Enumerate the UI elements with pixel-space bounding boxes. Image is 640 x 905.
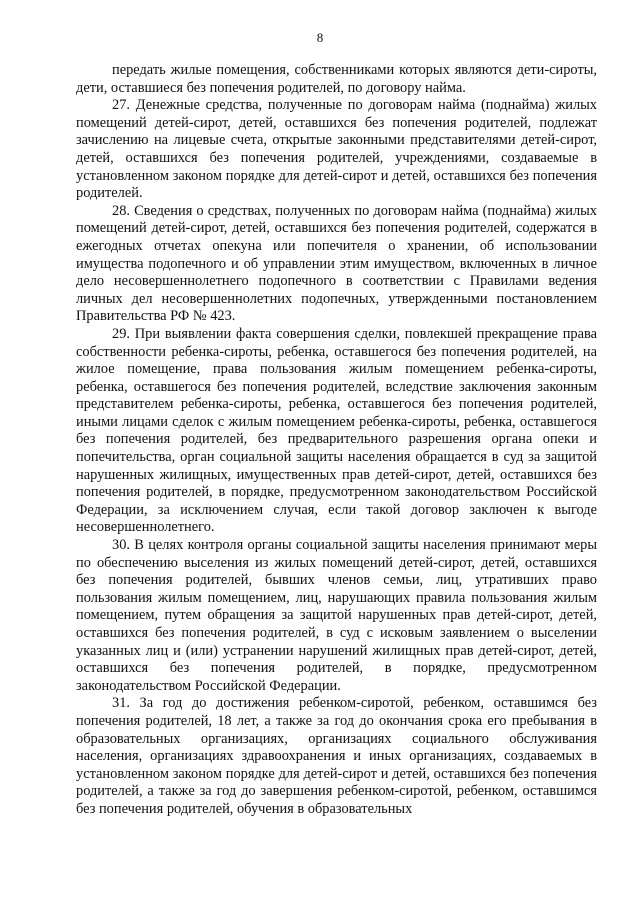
paragraph-27: 27. Денежные средства, полученные по договорам найма (поднайма) жилых помещений детей-сирот, детей, оставшихся без попечения родителей, подлежат зачислению на лицевые счета, открытые законными представителями детей-сирот, детей, оставшихся без попечения родителей, учреждениями, создаваемые в установленном законом порядке для детей-сирот и детей, оставшихся без попечения родителей. [76,97,597,202]
paragraph-29: 29. При выявлении факта совершения сделки, повлекшей прекращение права собственности ребенка-сироты, ребенка, оставшегося без попечения родителей, на жилое помещение, права пользования жилым помещением ребенка-сироты, ребенка, оставшегося без попечения родителей, вследствие заключения законным представителем ребенка-сироты, ребенка, оставшегося без попечения родителей, иными лицами сделок с жилым помещением ребенка-сироты, ребенка, оставшегося без попечения родителей, без предварительного разрешения органа опеки и попечительства, орган социальной защиты населения обращается в суд за защитой нарушенных жилищных, имущественных прав детей-сирот, детей, оставшихся без попечения родителей, в порядке, предусмотренном законодательством Российской Федерации, за исключением случая, если такой договор заключен к выгоде несовершеннолетнего. [76,325,597,536]
paragraph-28: 28. Сведения о средствах, полученных по договорам найма (поднайма) жилых помещений детей-сирот, детей, оставшихся без попечения родителей, содержатся в ежегодных отчетах опекуна или попечителя о хранении, об использовании имущества подопечного и об управлении этим имуществом, включенных в личное дело несовершеннолетнего подопечного в соответствии с Правилами ведения личных дел несовершеннолетних подопечных, утвержденными постановлением Правительства РФ № 423. [76,202,597,325]
paragraph-continuation: передать жилые помещения, собственниками которых являются дети-сироты, дети, оставшиеся без попечения родителей, по договору найма. [76,62,597,96]
paragraph-30: 30. В целях контроля органы социальной защиты населения принимают меры по обеспечению выселения из жилых помещений детей-сирот, детей, оставшихся без попечения родителей, бывших членов семьи, лиц, утративших право пользования жилым помещением, лиц, нарушающих правила пользования жилым помещением, путем обращения за защитой нарушенных прав детей-сирот, детей, оставшихся без попечения родителей, в суд с исковым заявлением о выселении указанных лиц и (или) устранении нарушений жилищных прав детей-сирот, детей, оставшихся без попечения родителей, в порядке, предусмотренном законодательством Российской Федерации. [76,537,597,694]
paragraph-31: 31. За год до достижения ребенком-сиротой, ребенком, оставшимся без попечения родителей, 18 лет, а также за год до окончания срока его пребывания в образовательных организациях, организациях социального обслуживания населения, организациях здравоохранения и иных организациях, создаваемых в установленном законом порядке для детей-сирот и детей, оставшихся без попечения родителей, а также за год до завершения ребенком-сиротой, ребенком, оставшимся без попечения родителей, обучения в образовательных [76,695,597,817]
document-body [76,62,597,819]
page-number: 8 [316,30,324,45]
